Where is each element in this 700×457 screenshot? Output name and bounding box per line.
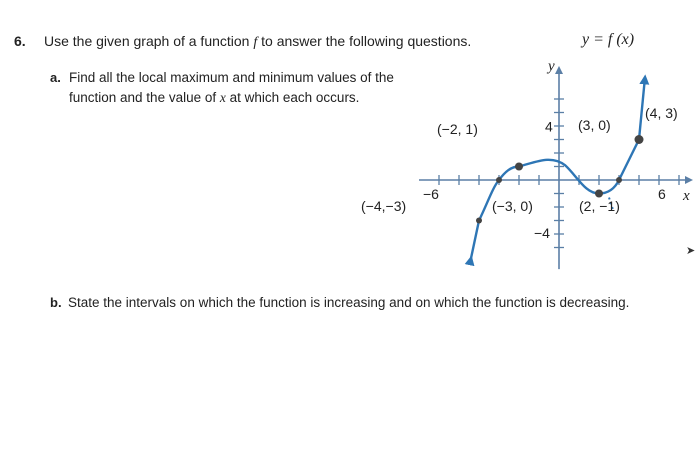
question-text-after: to answer the following questions. bbox=[257, 33, 472, 49]
part-b-letter: b. bbox=[50, 295, 62, 310]
point-label: (−4,−3) bbox=[361, 198, 407, 215]
point-label: (3, 0) bbox=[578, 117, 611, 134]
graph-point bbox=[616, 177, 622, 183]
question-text-before: Use the given graph of a function bbox=[44, 33, 254, 49]
graph-point bbox=[515, 163, 523, 171]
graph-point bbox=[476, 218, 482, 224]
x-tick-label-left: −6 bbox=[423, 186, 439, 202]
point-label: (4, 3) bbox=[645, 104, 678, 121]
mouse-pointer-icon: ➤ bbox=[686, 245, 696, 257]
y-tick-label-top: 4 bbox=[545, 118, 553, 135]
function-curve bbox=[471, 77, 645, 258]
x-tick-label-right: 6 bbox=[658, 186, 666, 202]
point-label: (−2, 1) bbox=[437, 121, 478, 138]
graph-point bbox=[635, 135, 644, 144]
graph-point bbox=[595, 190, 603, 198]
y-tick-label-bottom: −4 bbox=[534, 225, 550, 242]
part-b-text: State the intervals on which the function is increasing and on which the function is decreasing. bbox=[68, 295, 630, 310]
function-letter: f bbox=[253, 35, 258, 50]
graph-point bbox=[496, 177, 502, 183]
x-axis-label: x bbox=[683, 188, 690, 204]
point-label: (2, −1) bbox=[579, 198, 620, 215]
part-a-line2-before: function and the value of bbox=[69, 90, 220, 105]
part-a-letter: a. bbox=[50, 70, 61, 85]
point-label: (−3, 0) bbox=[492, 198, 533, 215]
part-a-variable: x bbox=[219, 90, 226, 105]
question-number: 6. bbox=[14, 33, 26, 49]
part-a-line2-after: at which each occurs. bbox=[225, 90, 360, 105]
part-a-line1: Find all the local maximum and minimum values of the bbox=[69, 70, 394, 85]
function-label: y = f (x) bbox=[582, 31, 635, 48]
y-axis-label: y bbox=[548, 58, 555, 75]
